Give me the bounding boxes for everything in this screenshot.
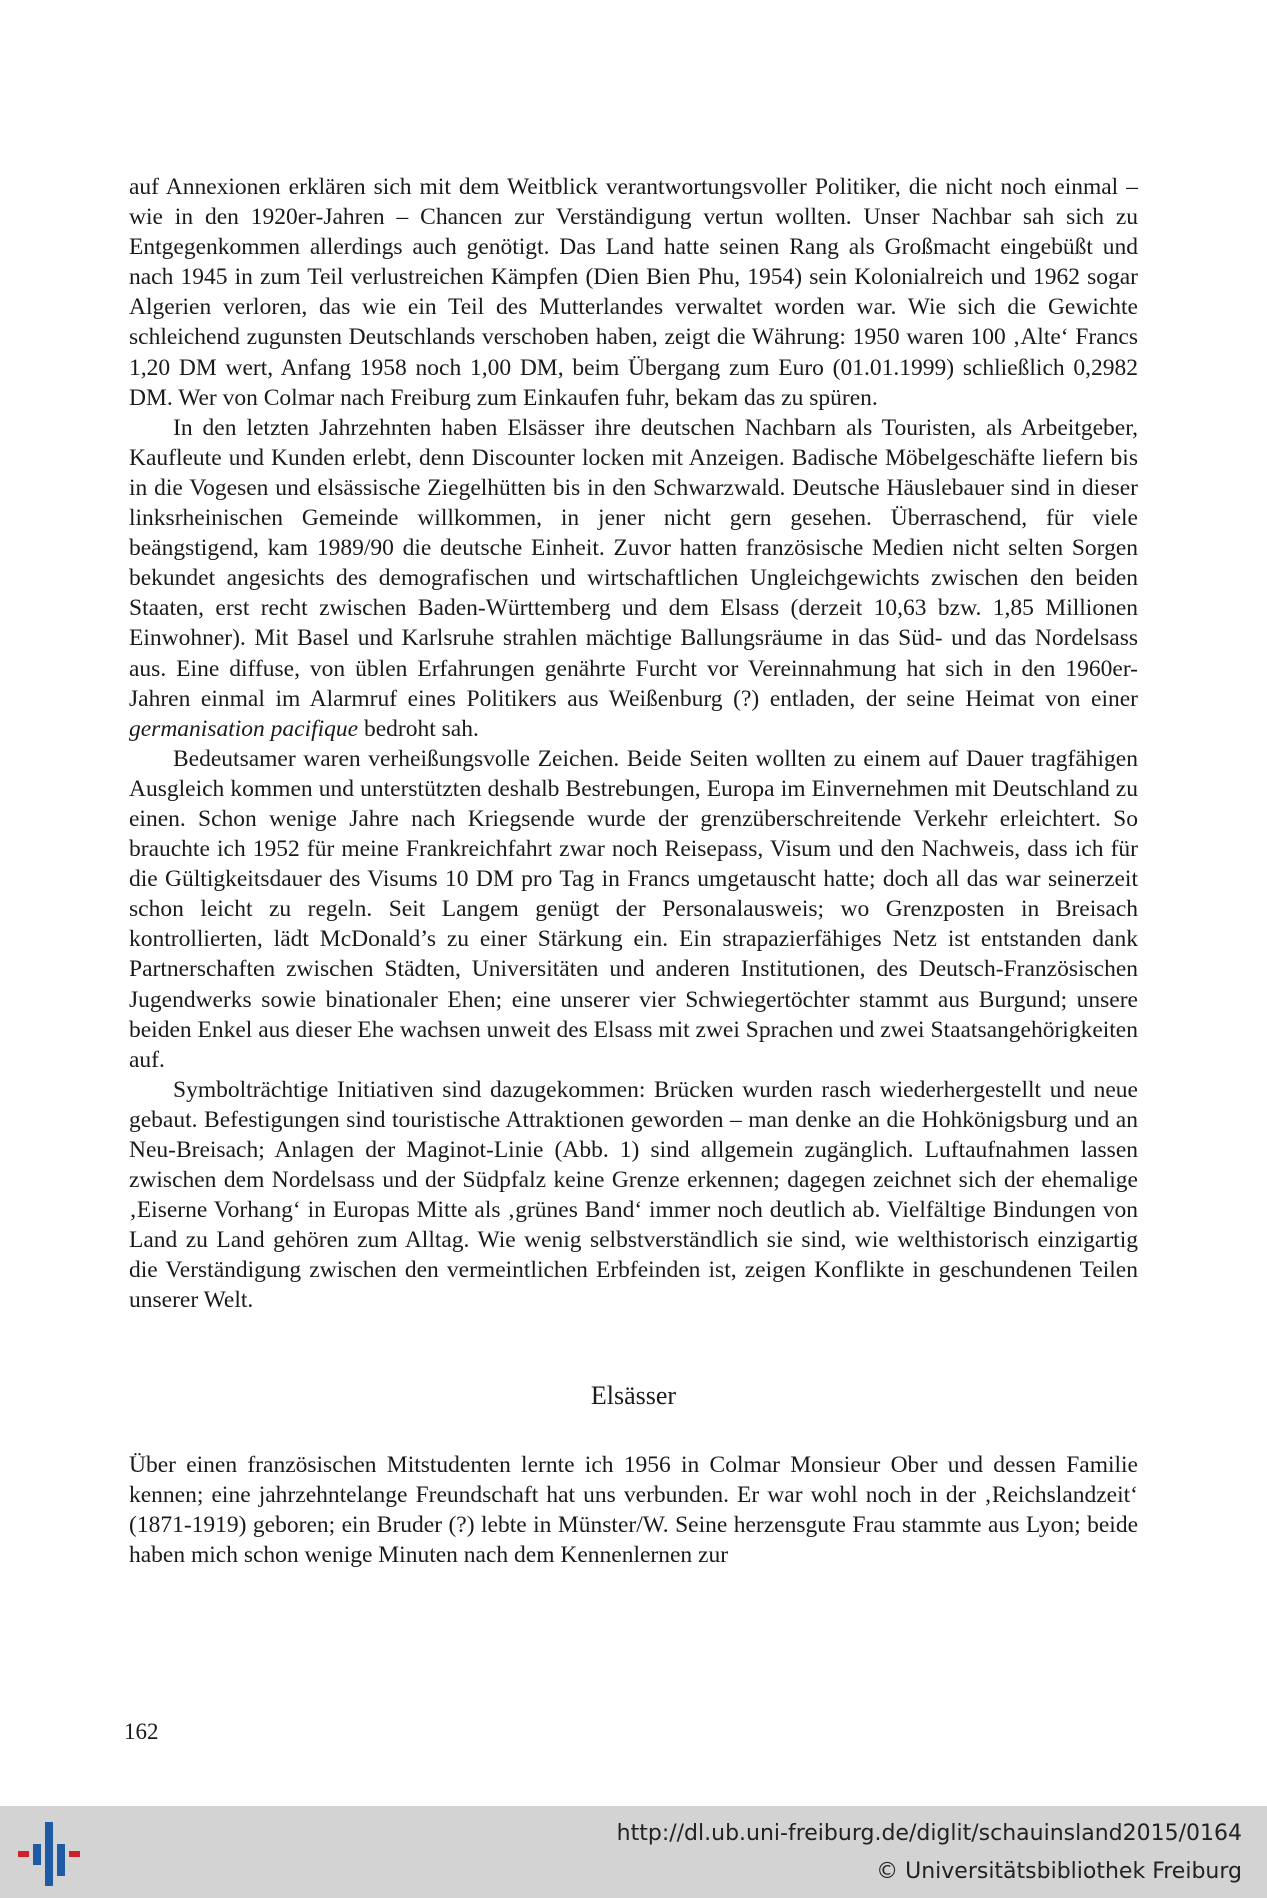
- section-heading: Elsässer: [590, 1380, 677, 1410]
- body-text: [129, 172, 1138, 1570]
- paragraph-text-after: bedroht sah.: [358, 715, 479, 742]
- paragraph-text-before: In den letzten Jahrzehnten haben Elsässer ihre deutschen Nachbarn als Touristen, als Arbeitgeber, Kaufleute und Kunden erlebt, denn Discounter locken mit Anzeigen. Badische Möbelgeschäfte liefern bis in die Vogesen und elsässische Ziegelhütten bis in den Schwarzwald. Deutsche Häuslebauer sind in dieser linksrheinischen Gemeinde willkommen, in jener nicht gern gesehen. Überraschend, für viele beängstigend, kam 1989/90 die deutsche Einheit. Zuvor hatten französische Medien nicht selten Sorgen bekundet angesichts des demografischen und wirtschaftlichen Ungleichgewichts zwischen den beiden Staaten, erst recht zwischen Baden-Württemberg und dem Elsass (derzeit 10,63 bzw. 1,85 Millionen Einwohner). Mit Basel und Karlsruhe strahlen mächtige Ballungsräume in das Süd- und das Nordelsass aus. Eine diffuse, von üblen Erfahrungen genährte Furcht vor Vereinnahmung hat sich in den 1960er-Jahren einmal im Alarmruf eines Politikers aus Weißenburg (?) entladen, der seine Heimat von einer: [129, 414, 1138, 712]
- section-paragraph: Über einen französischen Mitstudenten lernte ich 1956 in Colmar Monsieur Ober und dessen Familie kennen; eine jahrzehntelange Freundschaft hat uns verbunden. Er war wohl noch in der ‚Reichslandzeit‘ (1871-1919) geboren; ein Bruder (?) lebte in Münster/W. Seine herzensgute Frau stammte aus Lyon; beide haben mich schon wenige Minuten nach dem Kennenlernen zur: [129, 1451, 1138, 1568]
- ub-freiburg-logo-icon: [18, 1822, 80, 1886]
- emphasis-germanisation-pacifique: germanisation pacifique: [129, 715, 359, 742]
- logo-blue-tall-bar: [45, 1822, 53, 1886]
- logo-red-left-bar: [18, 1851, 29, 1857]
- paragraph-continued: auf Annexionen erklären sich mit dem Weitblick verantwortungsvoller Politiker, die nicht noch einmal – wie in den 1920er-Jahren – Chancen zur Verständigung vertun wollten. Unser Nachbar sah sich zu Entgegenkommen allerdings auch genötigt. Das Land hatte seinen Rang als Großmacht eingebüßt und nach 1945 in zum Teil verlustreichen Kämpfen (Dien Bien Phu, 1954) sein Kolonialreich und 1962 sogar Algerien verloren, das wie ein Teil des Mutterlandes verwaltet worden war. Wie sich die Gewichte schleichend zugunsten Deutschlands verschoben haben, zeigt die Währung: 1950 waren 100 ‚Alte‘ Francs 1,20 DM wert, Anfang 1958 noch 1,00 DM, beim Übergang zum Euro (01.01.1999) schließlich 0,2982 DM. Wer von Colmar nach Freiburg zum Einkaufen fuhr, bekam das zu spüren.: [129, 174, 1138, 411]
- logo-red-right-bar: [69, 1851, 80, 1857]
- page-number: 162: [124, 1719, 159, 1744]
- paragraph-symbolic-initiatives: Symbolträchtige Initiativen sind dazugekommen: Brücken wurden rasch wiederhergestellt und neue gebaut. Befestigungen sind touristische Attraktionen geworden – man denke an die Hohkönigsburg und an Neu-Breisach; Anlagen der Maginot-Linie (Abb. 1) sind allgemein zugänglich. Luftaufnahmen lassen zwischen dem Nordelsass und der Südpfalz keine Grenze erkennen; dagegen zeichnet sich der ehemalige ‚Eiserne Vorhang‘ in Europas Mitte als ‚grünes Band‘ immer noch deutlich ab. Vielfältige Bindungen von Land zu Land gehören zum Alltag. Wie wenig selbstverständlich sie sind, wie welthistorisch einzigartig die Verständigung zwischen den vermeintlichen Erbfeinden ist, zeigen Konflikte in geschundenen Teilen unserer Welt.: [129, 1076, 1138, 1314]
- footer-bar: [0, 1806, 1267, 1898]
- paragraph-promising-signs: Bedeutsamer waren verheißungsvolle Zeichen. Beide Seiten wollten zu einem auf Dauer tragfähigen Ausgleich kommen und unterstützten deshalb Bestrebungen, Europa im Einvernehmen mit Deutschland zu einen. Schon wenige Jahre nach Kriegsende wurde der grenzüberschreitende Verkehr erleichtert. So brauchte ich 1952 für meine Frankreichfahrt zwar noch Reisepass, Visum und den Nachweis, dass ich für die Gültigkeitsdauer des Visums 10 DM pro Tag in Francs umgetauscht hatte; doch all das war seinerzeit schon leicht zu regeln. Seit Langem genügt der Personalausweis; wo Grenzposten in Breisach kontrollierten, lädt McDonald’s zu einer Stärkung ein. Ein strapazierfähiges Netz ist entstanden dank Partnerschaften zwischen Städten, Universitäten und anderen Institutionen, des Deutsch-Französischen Jugendwerks sowie binationaler Ehen; eine unserer vier Schwiegertöchter stammt aus Burgund; unsere beiden Enkel aus dieser Ehe wachsen unweit des Elsass mit zwei Sprachen und zwei Staatsangehörigkeiten auf.: [129, 745, 1138, 1073]
- footer-url-link[interactable]: http://dl.ub.uni-freiburg.de/diglit/schauinsland2015/0164: [616, 1821, 1242, 1846]
- logo-blue-mid-bar: [57, 1844, 65, 1876]
- paragraph-elsaesser-neighbors: [129, 413, 1138, 744]
- logo-blue-small-bar: [33, 1844, 41, 1865]
- footer-copyright: © Universitätsbibliothek Freiburg: [876, 1859, 1242, 1884]
